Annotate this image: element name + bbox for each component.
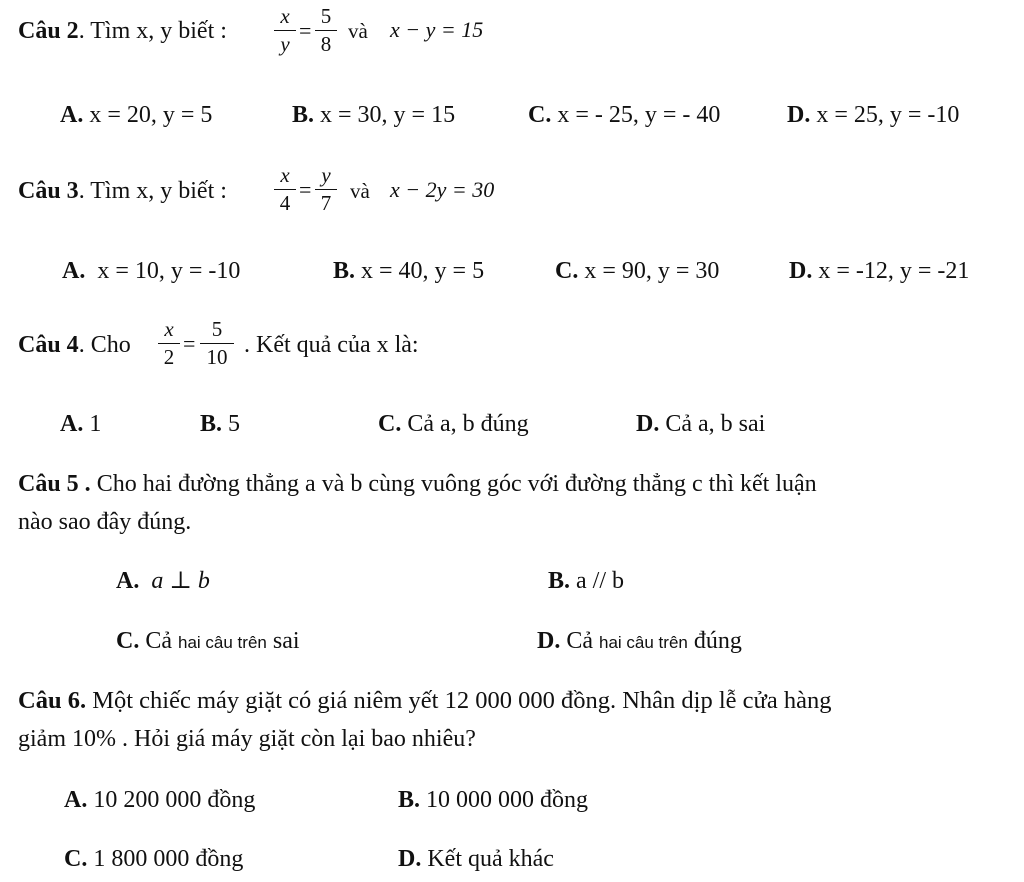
equals-sign: = xyxy=(299,177,312,202)
fraction-denominator: 8 xyxy=(320,32,332,56)
question-5-stem-line-2: nào sao đây đúng. xyxy=(18,509,192,535)
option-text: x = 10, y = -10 xyxy=(97,258,241,284)
option-letter: C. xyxy=(528,102,552,128)
option-text: x = 30, y = 15 xyxy=(320,102,456,128)
option-letter: A. xyxy=(116,568,140,594)
option-letter: A. xyxy=(62,258,86,284)
question-6-label: Câu 6. xyxy=(18,687,87,714)
question-6-text: Một chiếc máy giặt có giá niêm yết 12 000 000 đồng. Nhân dịp lễ cửa hàng xyxy=(92,687,832,714)
question-4-stem xyxy=(18,331,131,359)
question-5-option-c[interactable] xyxy=(116,627,300,657)
question-4-tail: . Kết quả của x là: xyxy=(244,332,419,358)
option-text: a // b xyxy=(576,568,625,594)
option-letter: A. xyxy=(64,787,88,813)
option-letter: A. xyxy=(60,411,84,437)
fraction-numerator: 5 xyxy=(211,317,223,341)
question-6-option-c[interactable] xyxy=(64,845,243,873)
fraction-denominator: 7 xyxy=(320,191,332,215)
fraction-bar xyxy=(158,343,180,344)
fraction-bar xyxy=(315,30,337,31)
question-2-option-a[interactable] xyxy=(60,101,212,129)
fraction-denominator: 2 xyxy=(163,345,175,369)
fraction-numerator: 5 xyxy=(320,4,332,28)
question-4-option-d[interactable] xyxy=(636,410,765,438)
fraction-denominator: 4 xyxy=(279,191,291,215)
option-text: Cả a, b sai xyxy=(665,411,766,437)
question-5-stem-line-1 xyxy=(18,470,817,498)
fraction-denominator: 10 xyxy=(206,345,228,369)
question-6-option-a[interactable] xyxy=(64,786,255,814)
question-5-label: Câu 5 . xyxy=(18,471,91,497)
question-4-option-c[interactable] xyxy=(378,410,529,438)
option-text: sai xyxy=(272,628,300,654)
question-4-label: Câu 4 xyxy=(18,332,79,358)
question-3-stem xyxy=(18,177,227,205)
option-letter: B. xyxy=(292,102,315,128)
option-text: 5 xyxy=(228,411,241,437)
question-5-option-a[interactable] xyxy=(116,567,210,595)
question-3-option-a[interactable] xyxy=(62,257,240,285)
question-5-text: Cho hai đường thẳng a và b cùng vuông góc với đường thẳng c thì kết luận xyxy=(96,471,817,497)
option-letter: A. xyxy=(60,102,84,128)
question-6-option-d[interactable] xyxy=(398,845,554,873)
question-4-option-b[interactable] xyxy=(200,410,240,438)
option-text: 1 800 000 đồng xyxy=(93,846,244,872)
option-text: x = 25, y = -10 xyxy=(816,102,960,128)
option-text: hai câu trên xyxy=(599,633,688,652)
question-3-condition: x − 2y = 30 xyxy=(390,177,495,202)
question-2-fraction-left xyxy=(274,5,296,57)
option-text: 10 000 000 đồng xyxy=(426,787,589,813)
fraction-bar xyxy=(200,343,234,344)
option-letter: B. xyxy=(398,787,421,813)
question-6-stem-line-1 xyxy=(18,687,831,715)
fraction-numerator: x xyxy=(280,163,290,187)
question-3-label: Câu 3 xyxy=(18,178,79,204)
option-text: x = 40, y = 5 xyxy=(361,258,485,284)
question-2-label: Câu 2 xyxy=(18,18,79,44)
fraction-bar xyxy=(274,30,296,31)
equals-sign: = xyxy=(183,331,196,356)
option-letter: C. xyxy=(116,628,140,654)
option-text: 10 200 000 đồng xyxy=(93,787,256,813)
option-text: hai câu trên xyxy=(178,633,267,652)
question-3-option-c[interactable] xyxy=(555,257,719,285)
option-letter: D. xyxy=(537,628,561,654)
option-text: a ⊥ b xyxy=(151,568,210,594)
question-4-text: . Cho xyxy=(78,332,131,358)
question-2-option-d[interactable] xyxy=(787,101,959,129)
option-text: Cả xyxy=(145,628,173,654)
conjunction: và xyxy=(350,179,370,203)
option-text: Kết quả khác xyxy=(427,846,554,872)
option-letter: D. xyxy=(789,258,813,284)
question-2-text: . Tìm x, y biết : xyxy=(78,18,227,44)
fraction-numerator: x xyxy=(164,317,174,341)
option-text: Cả xyxy=(566,628,594,654)
question-5-option-b[interactable] xyxy=(548,567,624,595)
question-5-option-d[interactable] xyxy=(537,627,742,657)
question-2-option-b[interactable] xyxy=(292,101,455,129)
question-4-fraction-left xyxy=(158,318,180,370)
option-text: x = - 25, y = - 40 xyxy=(557,102,721,128)
question-6-option-b[interactable] xyxy=(398,786,588,814)
fraction-denominator: y xyxy=(280,32,290,56)
option-letter: B. xyxy=(200,411,223,437)
question-4-option-a[interactable] xyxy=(60,410,101,438)
option-letter: C. xyxy=(64,846,88,872)
question-3-option-d[interactable] xyxy=(789,257,969,285)
question-2-stem xyxy=(18,17,227,45)
option-text: x = 20, y = 5 xyxy=(89,102,213,128)
option-text: Cả a, b đúng xyxy=(407,411,529,437)
option-letter: D. xyxy=(398,846,422,872)
fraction-numerator: x xyxy=(280,4,290,28)
question-3-option-b[interactable] xyxy=(333,257,484,285)
fraction-bar xyxy=(274,189,296,190)
question-3-fraction-right xyxy=(315,164,337,216)
question-4-fraction-right xyxy=(200,318,234,370)
question-6-stem-line-2: giảm 10% . Hỏi giá máy giặt còn lại bao nhiêu? xyxy=(18,726,476,752)
option-text: x = 90, y = 30 xyxy=(584,258,720,284)
option-letter: D. xyxy=(636,411,660,437)
option-text: x = -12, y = -21 xyxy=(818,258,970,284)
question-2-fraction-right xyxy=(315,5,337,57)
option-letter: D. xyxy=(787,102,811,128)
fraction-bar xyxy=(315,189,337,190)
option-text: 1 xyxy=(89,411,102,437)
option-letter: B. xyxy=(333,258,356,284)
question-3-text: . Tìm x, y biết : xyxy=(78,178,227,204)
question-3-fraction-left xyxy=(274,164,296,216)
option-letter: C. xyxy=(378,411,402,437)
fraction-numerator: y xyxy=(321,163,331,187)
conjunction: và xyxy=(348,19,368,43)
option-text: đúng xyxy=(693,628,742,654)
question-2-condition: x − y = 15 xyxy=(390,17,484,42)
option-letter: B. xyxy=(548,568,571,594)
equals-sign: = xyxy=(299,18,312,43)
option-letter: C. xyxy=(555,258,579,284)
question-2-option-c[interactable] xyxy=(528,101,720,129)
